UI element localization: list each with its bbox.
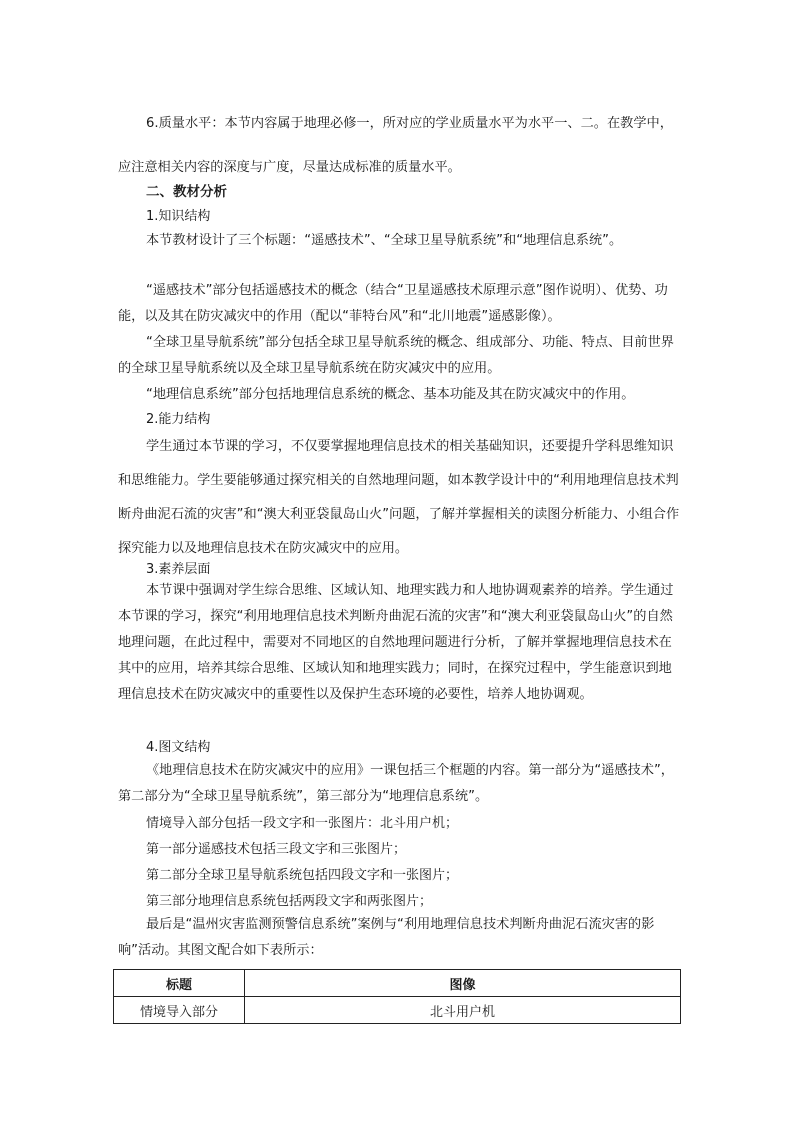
table-header-row <box>114 970 681 997</box>
figure-text-table <box>113 969 681 1024</box>
list-item-layout-3: 第二部分全球卫星导航系统包括四段文字和一张图片； <box>146 868 459 883</box>
paragraph-quality-level: 6.质量水平：本节内容属于地理必修一，所对应的学业质量水平为水平一、二。在教学中，应注意相关内容的深度与广度，尽量达成标准的质量水平。 <box>118 116 673 175</box>
paragraph-knowledge-3: “全球卫星导航系统”部分包括全球卫星导航系统的概念、组成部分、功能、特点、目前世界的全球卫星导航系统以及全球卫星导航系统在防灾减灾中的应用。 <box>118 335 674 376</box>
paragraph-literacy: 本节课中强调对学生综合思维、区域认知、地理实践力和人地协调观素养的培养。学生通过本节课的学习，探究“利用地理信息技术判断舟曲泥石流的灾害”和“澳大利亚袋鼠岛山火”的自然地理问题，在此过程中，需要对不同地区的自然地理问题进行分析，了解并掌握地理信息技术在其中的应用，培养其综合思维、区域认知和地理实践力；同时，在探究过程中，学生能意识到地理信息技术在防灾减灾中的重要性以及保护生态环境的必要性，培养人地协调观。 <box>118 583 674 702</box>
table-header-image: 图像 <box>245 970 681 997</box>
list-item-layout-1: 情境导入部分包括一段文字和一张图片：北斗用户机； <box>146 816 459 831</box>
list-item-layout-4: 第三部分地理信息系统包括两段文字和两张图片； <box>146 894 433 909</box>
paragraph-knowledge-4: “地理信息系统”部分包括地理信息系统的概念、基本功能及其在防灾减灾中的作用。 <box>146 387 635 402</box>
paragraph-knowledge-1: 本节教材设计了三个标题：“遥感技术”、“全球卫星导航系统”和“地理信息系统”。 <box>146 233 623 248</box>
paragraph-knowledge-2: “遥感技术”部分包括遥感技术的概念（结合“卫星遥感技术原理示意”图作说明）、优势、功能，以及其在防灾减灾中的作用（配以“菲特台风”和“北川地震”遥感影像）。 <box>118 283 668 324</box>
subsection-title-ability: 2.能力结构 <box>146 412 211 427</box>
section-title-textbook-analysis: 二、教材分析 <box>146 184 227 200</box>
paragraph-ability: 学生通过本节课的学习，不仅要掌握地理信息技术的相关基础知识，还要提升学科思维知识和思维能力。学生要能够通过探究相关的自然地理问题，如本教学设计中的“利用地理信息技术判断舟曲泥石流的灾害”和“澳大利亚袋鼠岛山火”问题，了解并掌握相关的读图分析能力、小组合作探究能力以及地理信息技术在防灾减灾中的应用。 <box>118 439 680 556</box>
list-item-layout-2: 第一部分遥感技术包括三段文字和三张图片； <box>146 842 407 857</box>
table-cell-title: 情境导入部分 <box>114 997 245 1024</box>
paragraph-layout-1: 《地理信息技术在防灾减灾中的应用》一课包括三个框题的内容。第一部分为“遥感技术”，第二部分为“全球卫星导航系统”，第三部分为“地理信息系统”。 <box>118 763 674 804</box>
subsection-title-knowledge: 1.知识结构 <box>146 209 211 224</box>
table-cell-image: 北斗用户机 <box>245 997 681 1024</box>
subsection-title-literacy: 3.素养层面 <box>146 562 211 577</box>
table-row <box>114 997 681 1024</box>
paragraph-layout-2: 最后是“温州灾害监测预警信息系统”案例与“利用地理信息技术判断舟曲泥石流灾害的影响”活动。其图文配合如下表所示： <box>118 917 655 958</box>
table-header-title: 标题 <box>114 970 245 997</box>
subsection-title-layout: 4.图文结构 <box>146 740 211 755</box>
